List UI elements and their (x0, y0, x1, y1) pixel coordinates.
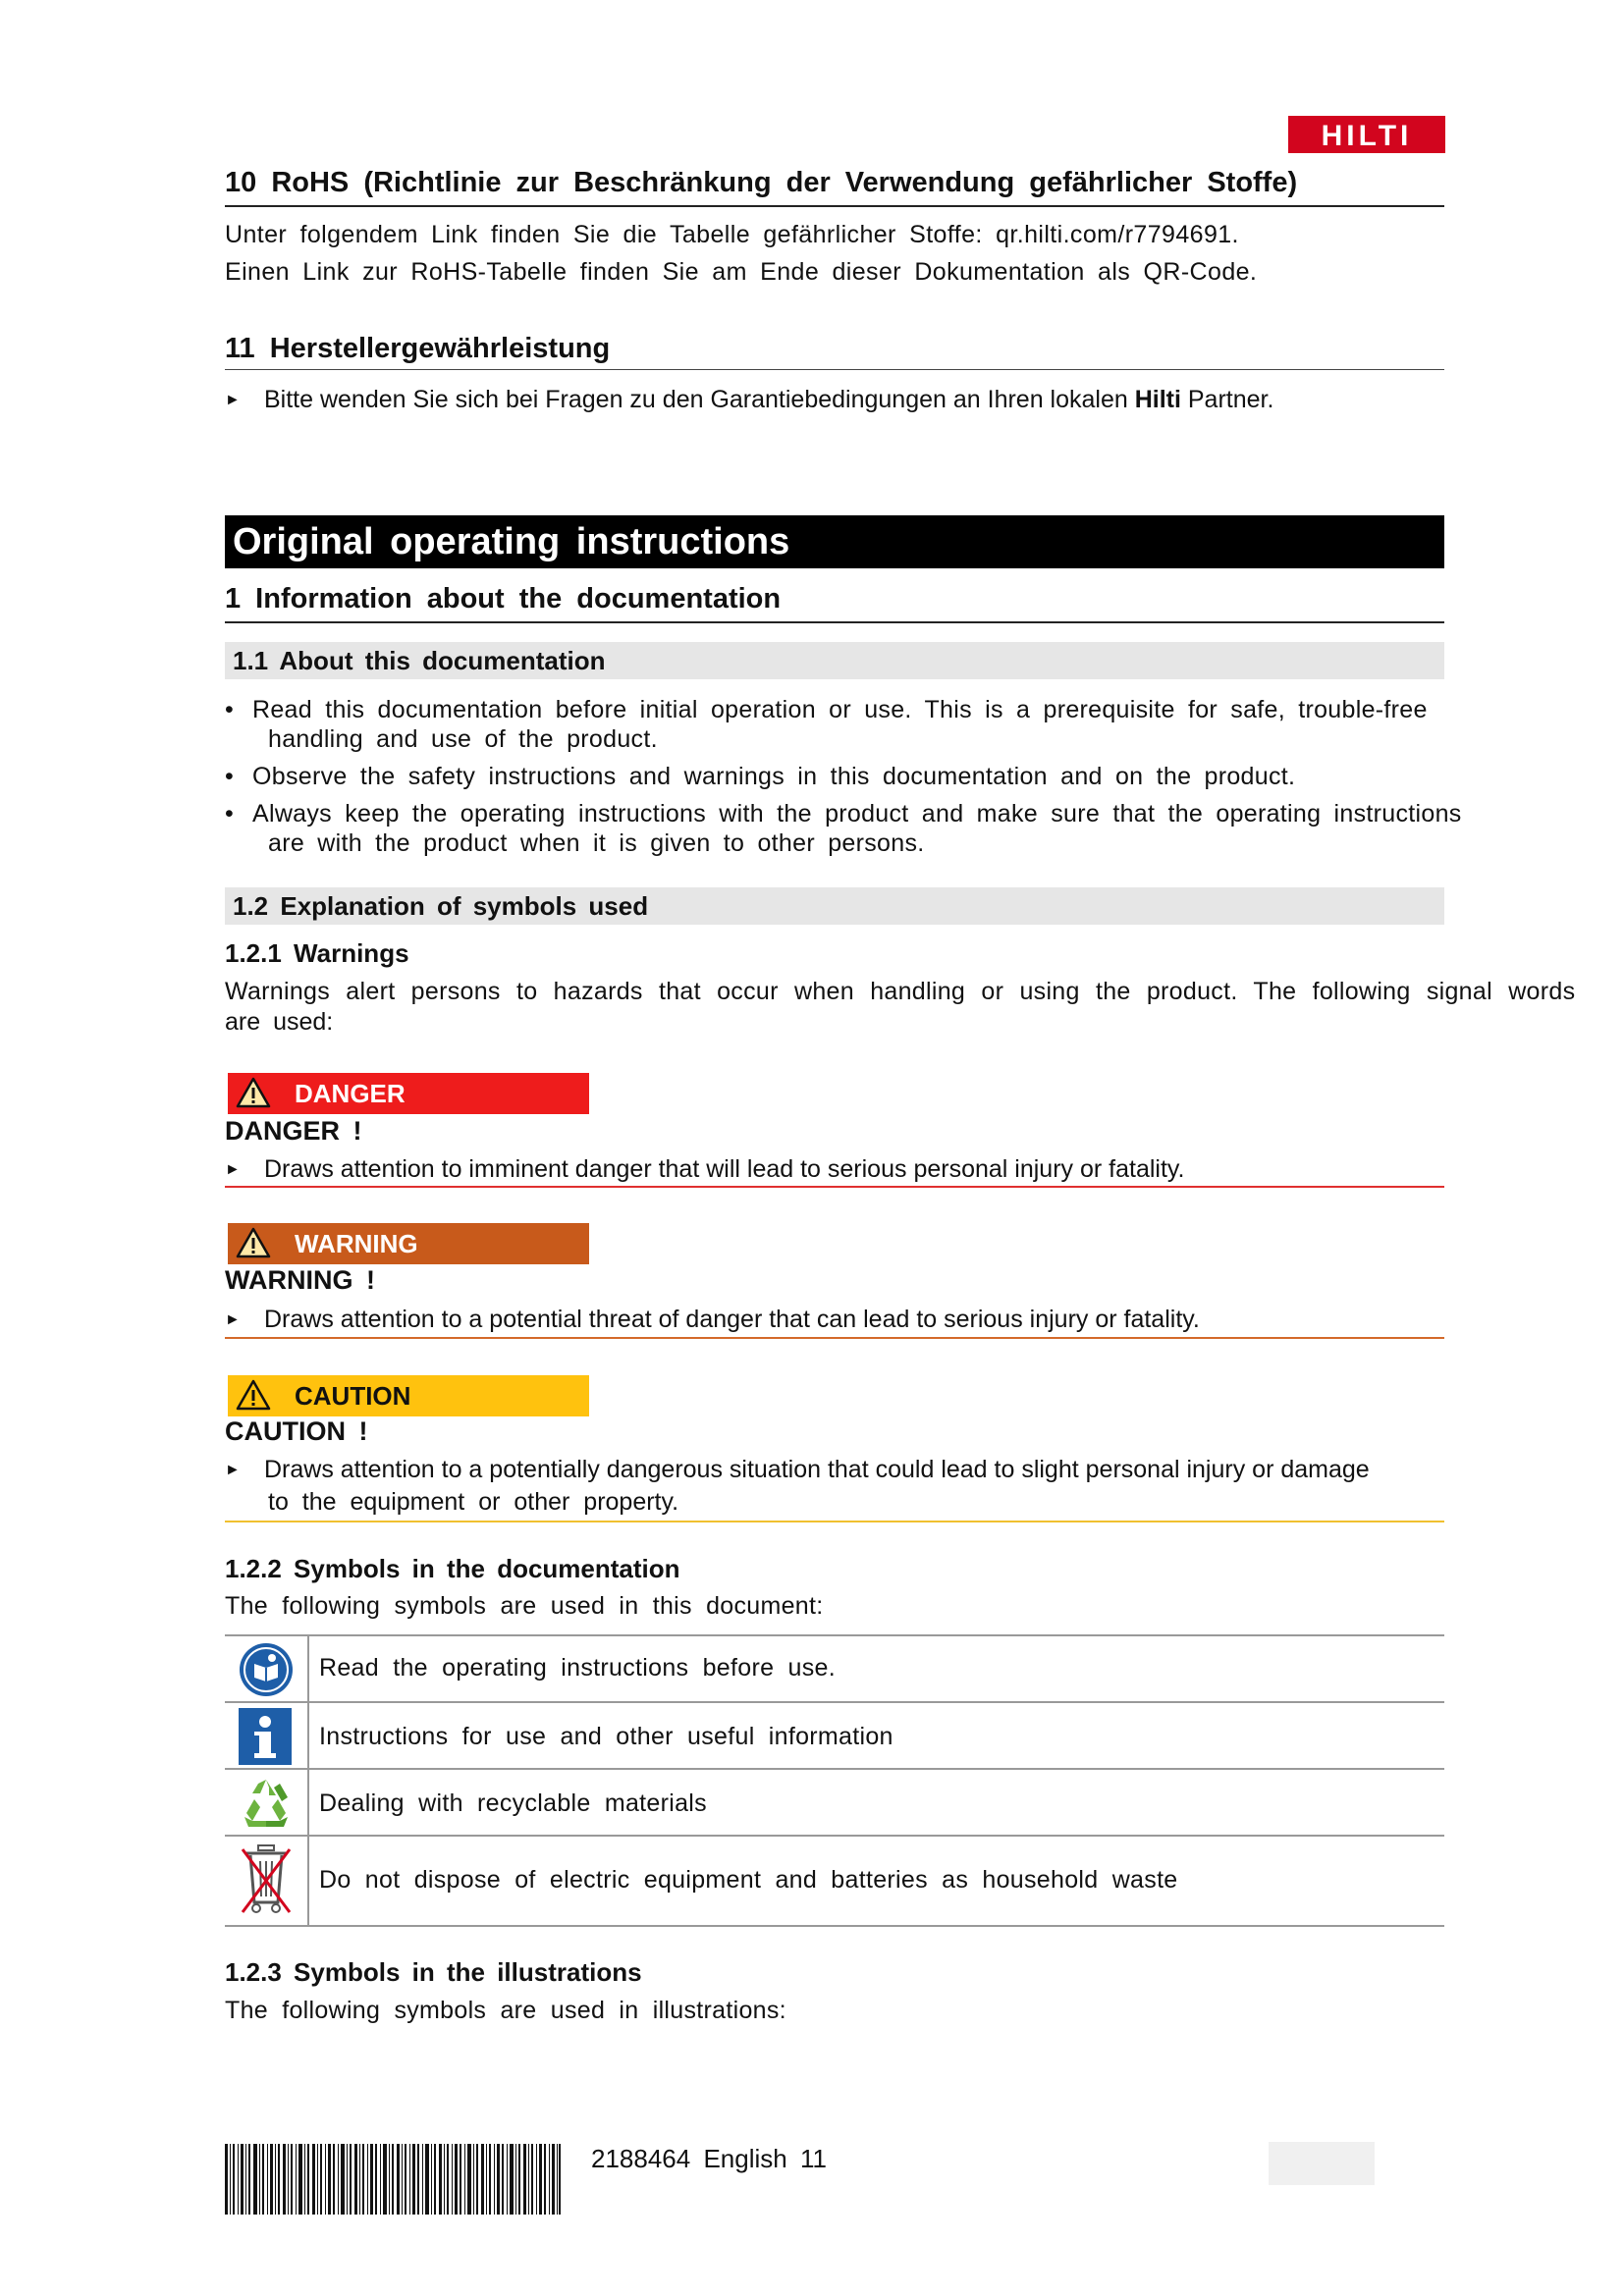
table-icon-cell (225, 1703, 309, 1770)
table-cell-text: Read the operating instructions before use. (319, 1654, 836, 1682)
table-row (225, 1835, 1444, 1927)
section-1-2-title: 1.2 Explanation of symbols used (225, 887, 1444, 925)
table-row (225, 1701, 1444, 1770)
caution-heading: CAUTION ! (225, 1416, 368, 1446)
caution-signal-box (228, 1375, 589, 1416)
info-icon (239, 1708, 292, 1765)
danger-signal-box (228, 1073, 589, 1114)
danger-text (225, 1153, 1444, 1186)
caution-text-line-2: to the equipment or other property. (268, 1488, 679, 1516)
caution-text (225, 1454, 1444, 1486)
bullet-dot-icon: • (225, 696, 235, 723)
read-manual-icon (237, 1640, 296, 1699)
warning-text-content: Draws attention to a potential threat of danger that can lead to serious injury or fatality. (264, 1306, 1200, 1333)
danger-text-content: Draws attention to imminent danger that will lead to serious personal injury or fatality. (264, 1155, 1185, 1183)
arrow-bullet-icon: ► (225, 1161, 241, 1179)
section-1-1-title: 1.1 About this documentation (225, 642, 1444, 679)
section-1-rule (225, 621, 1444, 623)
table-icon-cell (225, 1636, 309, 1703)
section-11-text-bold: Hilti (1134, 386, 1181, 413)
recycle-icon (237, 1774, 296, 1833)
section-11-text-post: Partner. (1180, 386, 1274, 413)
danger-underline (225, 1186, 1444, 1188)
svg-text:HILTI: HILTI (1321, 120, 1413, 152)
table-row (225, 1768, 1444, 1837)
table-cell-text: Dealing with recyclable materials (319, 1789, 707, 1817)
section-1-2-1-line-1: Warnings alert persons to hazards that occur when handling or using the product. The following signal words (225, 978, 1576, 1005)
caution-underline (225, 1521, 1444, 1522)
bullet-item-line-2: handling and use of the product. (268, 725, 658, 753)
section-11-text-pre: Bitte wenden Sie sich bei Fragen zu den Garantiebedingungen an Ihren lokalen (264, 386, 1135, 413)
arrow-bullet-icon: ► (225, 1462, 241, 1479)
warning-heading: WARNING ! (225, 1265, 375, 1295)
footer-grey-patch (1269, 2142, 1375, 2185)
bullet-dot-icon: • (225, 800, 235, 828)
bullet-item-line-1: Always keep the operating instructions with the product and make sure that the operating instructions (252, 800, 1462, 828)
table-cell-text: Instructions for use and other useful information (319, 1723, 893, 1750)
section-1-title: 1 Information about the documentation (225, 583, 782, 614)
section-11-rule (225, 369, 1444, 370)
bullet-item (225, 762, 1541, 791)
danger-heading: DANGER ! (225, 1116, 362, 1146)
hilti-logo-graphic (1288, 116, 1445, 153)
warning-underline (225, 1337, 1444, 1339)
footer-text: 2188464 English 11 (591, 2144, 827, 2173)
warning-signal-label: WARNING (295, 1229, 418, 1258)
section-1-2-1-line-2: are used: (225, 1008, 334, 1036)
bullet-item (225, 799, 1541, 858)
warning-triangle-icon (236, 1379, 271, 1411)
section-1-2-2-title: 1.2.2 Symbols in the documentation (225, 1554, 680, 1583)
main-title-bar: Original operating instructions (225, 515, 1444, 568)
hilti-logo (1288, 116, 1445, 153)
bullet-item (225, 695, 1541, 754)
warning-text (225, 1304, 1444, 1336)
caution-text-content: Draws attention to a potentially dangerous situation that could lead to slight personal injury or damage (264, 1456, 1370, 1483)
section-1-2-2-intro: The following symbols are used in this document: (225, 1592, 824, 1620)
caution-signal-label: CAUTION (295, 1381, 411, 1411)
bullet-item-line-1: Observe the safety instructions and warnings in this documentation and on the product. (252, 763, 1296, 790)
table-icon-cell (225, 1770, 309, 1837)
crossed-bin-icon (239, 1842, 294, 1920)
warning-triangle-icon (236, 1077, 271, 1108)
bullet-dot-icon: • (225, 763, 235, 790)
section-1-2-3-intro: The following symbols are used in illustrations: (225, 1997, 786, 2024)
section-11-title: 11 Herstellergewährleistung (225, 333, 611, 364)
section-11-text (225, 381, 1273, 419)
bullet-item-line-2: are with the product when it is given to other persons. (268, 829, 925, 857)
section-1-2-1-title: 1.2.1 Warnings (225, 938, 409, 968)
warning-signal-box (228, 1223, 589, 1264)
warning-triangle-icon (236, 1227, 271, 1258)
section-1-2-3-title: 1.2.3 Symbols in the illustrations (225, 1957, 642, 1987)
table-cell-text: Do not dispose of electric equipment and batteries as household waste (319, 1866, 1178, 1894)
table-row (225, 1634, 1444, 1703)
arrow-bullet-icon: ► (225, 392, 241, 409)
barcode-icon (225, 2144, 561, 2215)
danger-signal-label: DANGER (295, 1079, 406, 1108)
section-10-title: 10 RoHS (Richtlinie zur Beschränkung der Verwendung gefährlicher Stoffe) (225, 167, 1298, 198)
symbols-table (225, 1634, 1444, 1929)
table-icon-cell (225, 1837, 309, 1925)
section-10-rule (225, 205, 1444, 207)
section-10-line-1: Unter folgendem Link finden Sie die Tabelle gefährlicher Stoffe: qr.hilti.com/r7794691. (225, 221, 1239, 248)
arrow-bullet-icon: ► (225, 1311, 241, 1329)
section-10-line-2: Einen Link zur RoHS-Tabelle finden Sie am Ende dieser Dokumentation als QR-Code. (225, 258, 1258, 286)
bullet-item-line-1: Read this documentation before initial operation or use. This is a prerequisite for safe, trouble-free (252, 696, 1428, 723)
section-1-1-bullets (225, 695, 1541, 866)
